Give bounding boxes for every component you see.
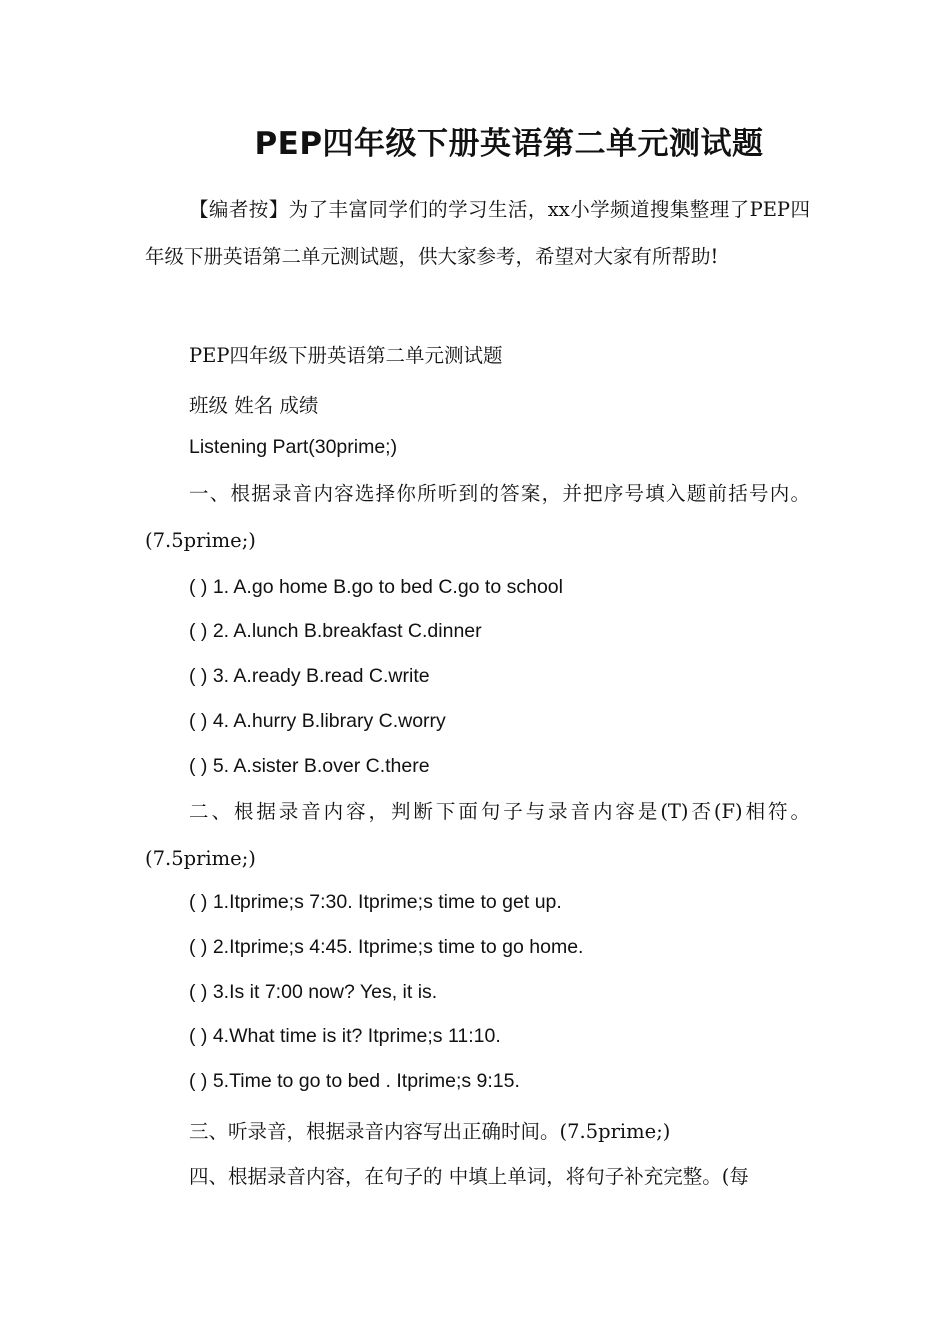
section-1-item: ( ) 1. A.go home B.go to bed C.go to school — [189, 576, 563, 598]
section-2-item: ( ) 4.What time is it? Itprime;s 11:10. — [189, 1025, 501, 1047]
section-1-item: ( ) 4. A.hurry B.library C.worry — [189, 710, 446, 732]
section-1-item: ( ) 2. A.lunch B.breakfast C.dinner — [189, 620, 482, 642]
section-2-item: ( ) 2.Itprime;s 4:45. Itprime;s time to go home. — [189, 936, 584, 958]
listening-part-heading: Listening Part(30prime;) — [189, 436, 398, 458]
editor-note-paragraph: 【编者按】为了丰富同学们的学习生活，xx小学频道搜集整理了PEP四年级下册英语第二单元测试题，供大家参考，希望对大家有所帮助! — [145, 198, 810, 268]
class-name-score-line: 班级 姓名 成绩 — [189, 394, 319, 417]
section-3-heading: 三、听录音，根据录音内容写出正确时间。(7.5prime;) — [189, 1120, 671, 1143]
document-title: PEP四年级下册英语第二单元测试题 — [254, 126, 764, 162]
section-1-heading: 一、根据录音内容选择你所听到的答案，并把序号填入题前括号内。(7.5prime;) — [145, 482, 810, 552]
section-1-item: ( ) 3. A.ready B.read C.write — [189, 665, 430, 687]
section-4-heading: 四、根据录音内容，在句子的 中填上单词，将句子补充完整。(每 — [189, 1165, 749, 1188]
section-2-item: ( ) 1.Itprime;s 7:30. Itprime;s time to get up. — [189, 891, 562, 913]
section-2-item: ( ) 3.Is it 7:00 now? Yes, it is. — [189, 981, 438, 1003]
section-1-item: ( ) 5. A.sister B.over C.there — [189, 755, 430, 777]
section-2-heading: 二、根据录音内容，判断下面句子与录音内容是(T)否(F)相符。(7.5prime;) — [145, 800, 810, 870]
section-2-item: ( ) 5.Time to go to bed . Itprime;s 9:15. — [189, 1070, 520, 1092]
subtitle: PEP四年级下册英语第二单元测试题 — [189, 344, 503, 367]
